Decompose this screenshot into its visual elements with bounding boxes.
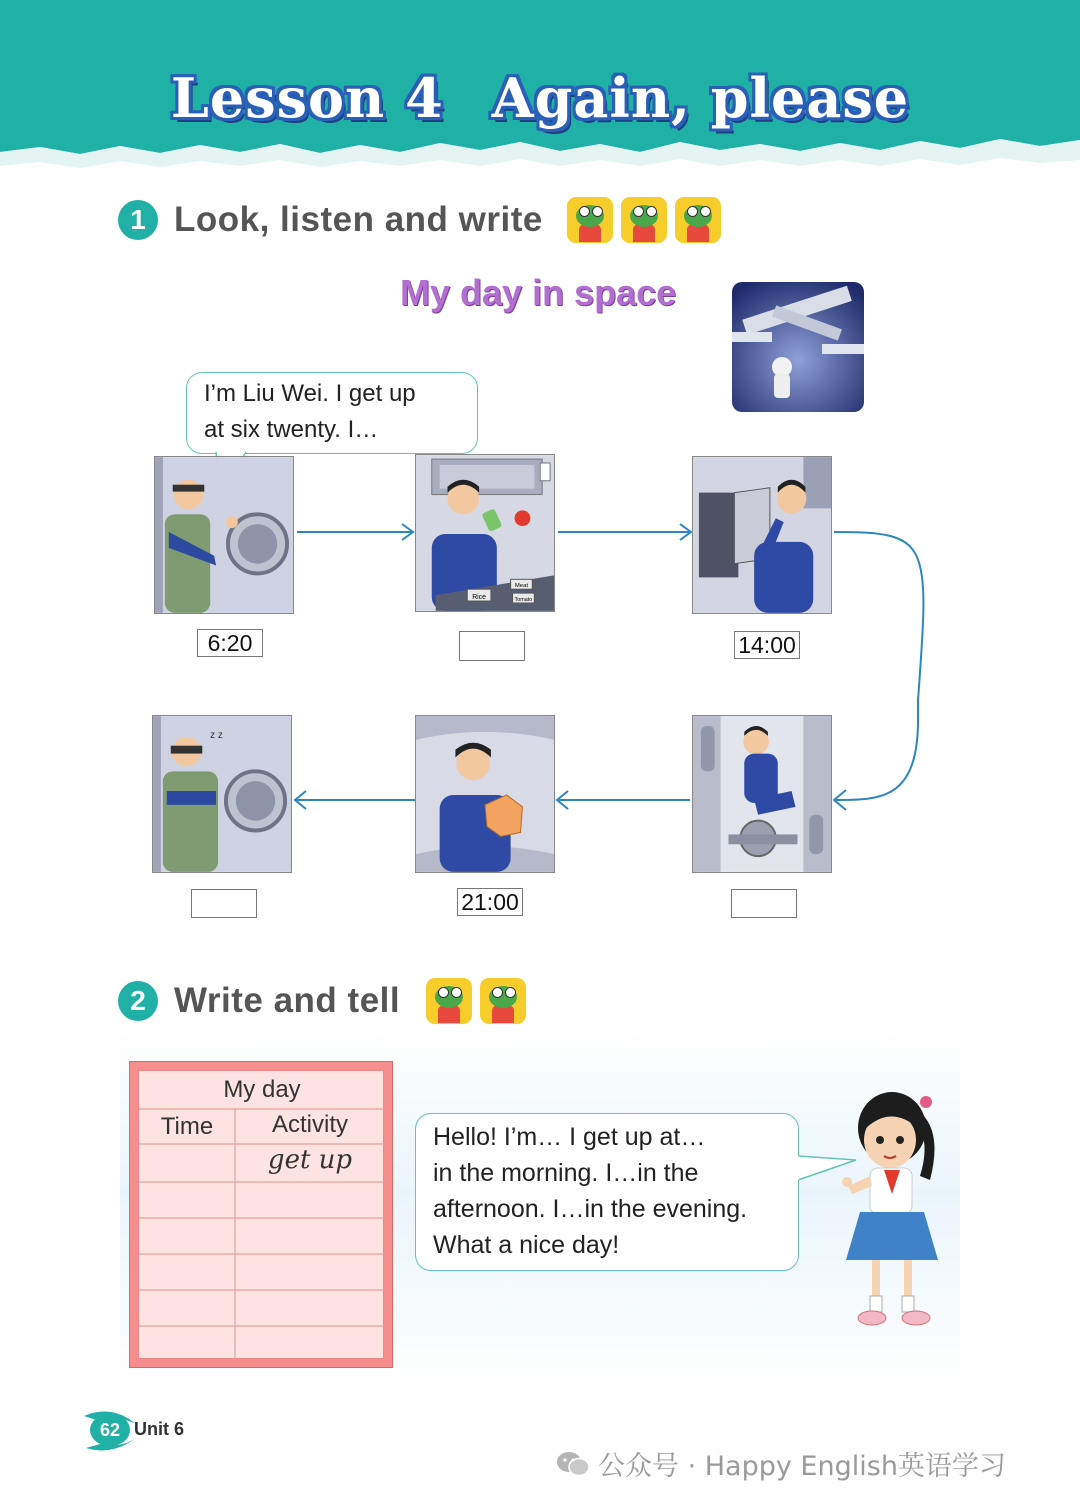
frog-write-icon — [675, 197, 721, 243]
table-header-activity: Activity — [271, 1111, 348, 1138]
lesson-number: Lesson 4 — [170, 66, 444, 130]
time-box-reading[interactable]: 21:00 — [457, 888, 523, 916]
section-2-label: Write and tell — [174, 981, 401, 1020]
panel-waking-up — [154, 456, 294, 614]
table-header-time: Time — [160, 1113, 214, 1140]
space-station-picture — [732, 282, 864, 412]
table-title: My day — [223, 1076, 301, 1103]
svg-text:z z: z z — [210, 729, 223, 741]
frog-talk-icon — [480, 978, 526, 1024]
section-2-heading — [118, 978, 526, 1024]
section-2-number: 2 — [118, 981, 158, 1021]
time-box-eating[interactable] — [459, 631, 525, 661]
unit-label: Unit 6 — [134, 1419, 185, 1439]
speech2-line-3: afternoon. I…in the evening. — [433, 1195, 748, 1223]
speech2-line-4: What a nice day! — [433, 1231, 620, 1259]
frog-listen-icon — [621, 197, 667, 243]
speech-line-2: at six twenty. I… — [204, 416, 379, 443]
panel-eating — [415, 454, 555, 612]
watermark — [556, 1444, 1006, 1483]
wechat-icon — [556, 1450, 590, 1478]
section-1-heading — [118, 197, 721, 243]
section-1-label: Look, listen and write — [174, 200, 543, 239]
panel-exercising — [692, 715, 832, 873]
liu-wei-speech-bubble — [186, 372, 478, 454]
lesson-name: Again, please — [491, 66, 910, 130]
girl-character — [834, 1084, 952, 1334]
panel-working — [692, 456, 832, 614]
frog-look-icon — [567, 197, 613, 243]
time-box-waking-up[interactable]: 6:20 — [197, 629, 263, 657]
table-first-activity: get up — [267, 1145, 353, 1175]
food-label-rice: Rice — [472, 594, 486, 602]
lesson-title — [0, 66, 1080, 130]
panel-sleeping — [152, 715, 292, 873]
time-box-sleeping[interactable] — [191, 889, 257, 918]
section-1-number: 1 — [118, 200, 158, 240]
frog-write-icon — [426, 978, 472, 1024]
food-label-tomato: Tomato — [514, 597, 533, 604]
time-box-exercising[interactable] — [731, 889, 797, 918]
my-day-table — [129, 1061, 393, 1368]
time-box-working[interactable]: 14:00 — [734, 631, 800, 659]
speech2-line-1: Hello! I’m… I get up at… — [433, 1123, 706, 1151]
girl-speech-bubble — [415, 1113, 799, 1271]
speech-line-1: I’m Liu Wei. I get up — [204, 380, 416, 407]
story-subtitle: My day in space — [400, 272, 677, 313]
speech2-line-2: in the morning. I…in the — [433, 1159, 699, 1187]
food-label-meat: Meat — [514, 583, 529, 590]
panel-reading — [415, 715, 555, 873]
watermark-text: 公众号 · Happy English英语学习 — [598, 1451, 1006, 1482]
page-number: 62 — [90, 1414, 130, 1446]
